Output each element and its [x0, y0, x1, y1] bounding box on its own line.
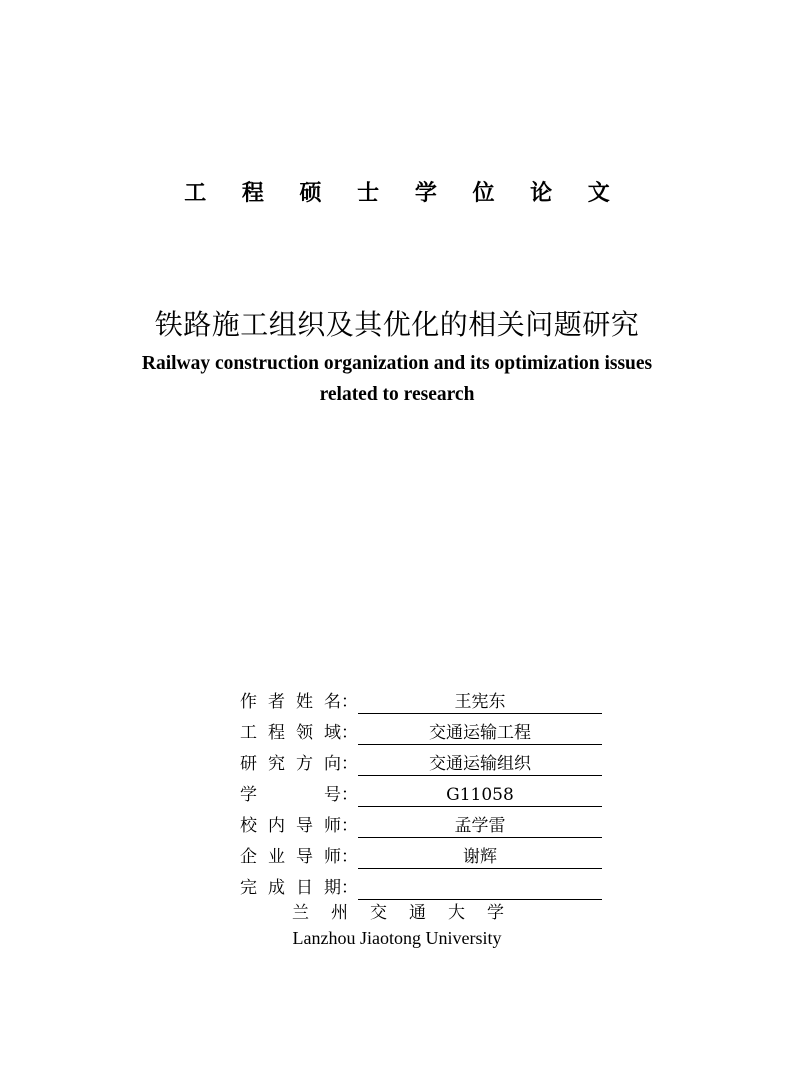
label-glyph: 州	[331, 903, 348, 923]
label-glyph: 领	[296, 723, 313, 743]
field-label	[240, 721, 358, 745]
label-glyph: 向：	[324, 754, 358, 774]
label-glyph: 方	[296, 754, 313, 774]
label-glyph: 名：	[324, 692, 358, 712]
student-id-row	[240, 776, 620, 807]
label-glyph: 业	[268, 847, 285, 867]
author-row	[240, 683, 620, 714]
thesis-title-chinese: 铁路施工组织及其优化的相关问题研究	[154, 308, 640, 341]
label-glyph: 学	[240, 785, 257, 805]
school-advisor-value: 孟学雷	[358, 815, 602, 838]
label-glyph: 师：	[324, 816, 358, 836]
university-name-chinese	[292, 898, 504, 923]
direction-value: 交通运输组织	[358, 753, 602, 776]
label-glyph: 作	[240, 692, 257, 712]
thesis-info-block	[240, 683, 620, 900]
school-advisor-label	[240, 814, 358, 838]
label-glyph: 日	[296, 878, 313, 898]
enterprise-advisor-row	[240, 838, 620, 869]
label-glyph: 兰	[292, 903, 309, 923]
author-label	[240, 690, 358, 714]
field-row	[240, 714, 620, 745]
direction-label	[240, 752, 358, 776]
thesis-title-english	[0, 348, 794, 410]
author-value: 王宪东	[358, 691, 602, 714]
student-id-value: G11058	[358, 784, 602, 807]
label-glyph: 企	[240, 847, 257, 867]
label-glyph: 师：	[324, 847, 358, 867]
label-glyph: 完	[240, 878, 257, 898]
label-glyph: 大	[448, 903, 465, 923]
thesis-title-english-line2: related to research	[319, 384, 475, 405]
completion-date-row	[240, 869, 620, 900]
label-glyph: 内	[268, 816, 285, 836]
label-glyph: 交	[370, 903, 387, 923]
thesis-title-english-line1: Railway construction organization and its optimization issues	[141, 353, 653, 374]
label-glyph: 工	[240, 723, 257, 743]
label-glyph: 通	[409, 903, 426, 923]
completion-date-value	[358, 877, 602, 900]
label-glyph: 校	[240, 816, 257, 836]
field-value: 交通运输工程	[358, 722, 602, 745]
degree-type-heading: 工 程 硕 士 学 位 论 文	[184, 181, 624, 206]
label-glyph: 研	[240, 754, 257, 774]
student-id-label	[240, 783, 358, 807]
label-glyph: 学	[487, 903, 504, 923]
enterprise-advisor-value: 谢辉	[358, 846, 602, 869]
label-glyph: 程	[268, 723, 285, 743]
label-glyph: 姓	[296, 692, 313, 712]
label-glyph: 者	[268, 692, 285, 712]
label-glyph: 域：	[324, 723, 358, 743]
label-glyph: 导	[296, 847, 313, 867]
label-glyph: 号：	[324, 785, 358, 805]
enterprise-advisor-label	[240, 845, 358, 869]
completion-date-label	[240, 876, 358, 900]
label-glyph: 成	[268, 878, 285, 898]
direction-row	[240, 745, 620, 776]
label-glyph: 究	[268, 754, 285, 774]
label-glyph: 期：	[324, 878, 358, 898]
university-name-english: Lanzhou Jiaotong University	[292, 928, 502, 948]
school-advisor-row	[240, 807, 620, 838]
label-glyph: 导	[296, 816, 313, 836]
